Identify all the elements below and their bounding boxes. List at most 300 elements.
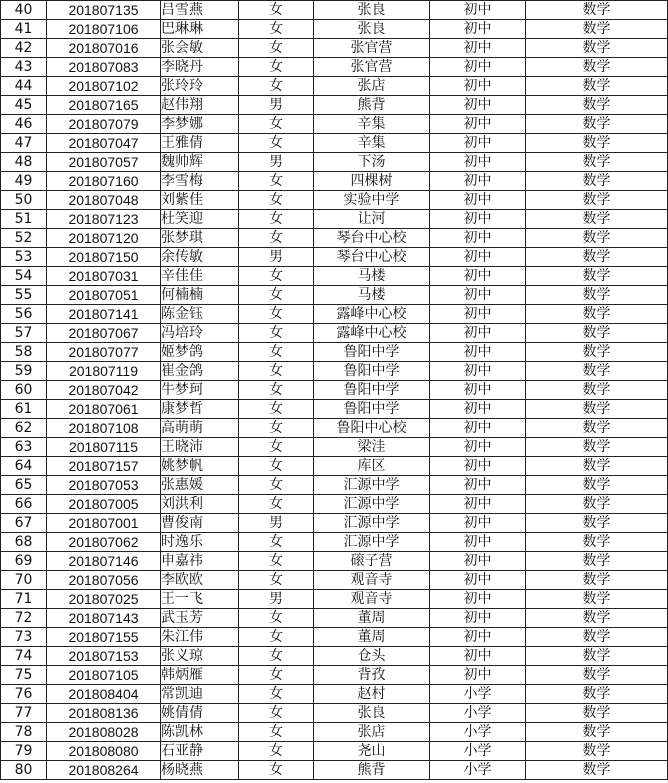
row-number-cell: 50 <box>1 191 47 210</box>
gender-cell: 女 <box>239 400 314 419</box>
gender-cell: 男 <box>239 514 314 533</box>
row-number-cell: 58 <box>1 343 47 362</box>
candidate-name-cell: 王雅倩 <box>161 134 239 153</box>
subject-cell: 数学 <box>526 305 668 324</box>
row-number-cell: 42 <box>1 39 47 58</box>
school-level-cell: 小学 <box>430 685 526 704</box>
exam-id-cell: 201807025 <box>47 590 161 609</box>
table-row <box>1 96 668 115</box>
subject-cell: 数学 <box>526 39 668 58</box>
row-number-cell: 61 <box>1 400 47 419</box>
candidate-name-cell: 辛佳佳 <box>161 267 239 286</box>
table-row <box>1 134 668 153</box>
exam-id-cell: 201807146 <box>47 552 161 571</box>
roster-body <box>1 1 668 780</box>
row-number-cell: 72 <box>1 609 47 628</box>
row-number-cell: 40 <box>1 1 47 20</box>
table-row <box>1 1 668 20</box>
subject-cell: 数学 <box>526 571 668 590</box>
school-level-cell: 小学 <box>430 742 526 761</box>
exam-id-cell: 201807119 <box>47 362 161 381</box>
subject-cell: 数学 <box>526 20 668 39</box>
candidate-name-cell: 姚梦帆 <box>161 457 239 476</box>
table-row <box>1 628 668 647</box>
exam-id-cell: 201808136 <box>47 704 161 723</box>
row-number-cell: 75 <box>1 666 47 685</box>
row-number-cell: 53 <box>1 248 47 267</box>
school-name-cell: 张良 <box>314 1 430 20</box>
school-level-cell: 初中 <box>430 20 526 39</box>
exam-id-cell: 201807150 <box>47 248 161 267</box>
subject-cell: 数学 <box>526 229 668 248</box>
exam-id-cell: 201807079 <box>47 115 161 134</box>
subject-cell: 数学 <box>526 742 668 761</box>
table-row <box>1 286 668 305</box>
candidate-name-cell: 李欧欧 <box>161 571 239 590</box>
gender-cell: 女 <box>239 381 314 400</box>
candidate-name-cell: 姚倩倩 <box>161 704 239 723</box>
school-level-cell: 初中 <box>430 58 526 77</box>
school-name-cell: 张官营 <box>314 58 430 77</box>
table-row <box>1 723 668 742</box>
candidate-name-cell: 张梦琪 <box>161 229 239 248</box>
table-row <box>1 248 668 267</box>
school-name-cell: 磙子营 <box>314 552 430 571</box>
school-name-cell: 马楼 <box>314 267 430 286</box>
school-level-cell: 小学 <box>430 704 526 723</box>
row-number-cell: 54 <box>1 267 47 286</box>
candidate-name-cell: 申嘉祎 <box>161 552 239 571</box>
gender-cell: 女 <box>239 229 314 248</box>
table-row <box>1 153 668 172</box>
gender-cell: 女 <box>239 324 314 343</box>
table-row <box>1 495 668 514</box>
school-name-cell: 观音寺 <box>314 571 430 590</box>
row-number-cell: 68 <box>1 533 47 552</box>
row-number-cell: 46 <box>1 115 47 134</box>
school-level-cell: 初中 <box>430 343 526 362</box>
school-name-cell: 鲁阳中学 <box>314 400 430 419</box>
candidate-name-cell: 牛梦珂 <box>161 381 239 400</box>
table-row <box>1 58 668 77</box>
row-number-cell: 57 <box>1 324 47 343</box>
exam-id-cell: 201808404 <box>47 685 161 704</box>
gender-cell: 女 <box>239 438 314 457</box>
candidate-name-cell: 韩炳雁 <box>161 666 239 685</box>
subject-cell: 数学 <box>526 153 668 172</box>
exam-id-cell: 201807047 <box>47 134 161 153</box>
school-name-cell: 熊背 <box>314 761 430 780</box>
subject-cell: 数学 <box>526 533 668 552</box>
table-row <box>1 267 668 286</box>
table-row <box>1 172 668 191</box>
subject-cell: 数学 <box>526 191 668 210</box>
row-number-cell: 79 <box>1 742 47 761</box>
school-level-cell: 初中 <box>430 609 526 628</box>
gender-cell: 女 <box>239 77 314 96</box>
candidate-name-cell: 何楠楠 <box>161 286 239 305</box>
exam-id-cell: 201807108 <box>47 419 161 438</box>
row-number-cell: 44 <box>1 77 47 96</box>
school-name-cell: 让河 <box>314 210 430 229</box>
school-level-cell: 初中 <box>430 1 526 20</box>
exam-id-cell: 201807016 <box>47 39 161 58</box>
candidate-name-cell: 魏帅辉 <box>161 153 239 172</box>
gender-cell: 女 <box>239 552 314 571</box>
exam-id-cell: 201807061 <box>47 400 161 419</box>
row-number-cell: 66 <box>1 495 47 514</box>
candidate-name-cell: 杜笑迎 <box>161 210 239 229</box>
subject-cell: 数学 <box>526 666 668 685</box>
exam-id-cell: 201807106 <box>47 20 161 39</box>
row-number-cell: 62 <box>1 419 47 438</box>
candidate-name-cell: 王晓沛 <box>161 438 239 457</box>
school-level-cell: 初中 <box>430 96 526 115</box>
subject-cell: 数学 <box>526 58 668 77</box>
row-number-cell: 52 <box>1 229 47 248</box>
candidate-name-cell: 张玲玲 <box>161 77 239 96</box>
table-row <box>1 305 668 324</box>
row-number-cell: 67 <box>1 514 47 533</box>
subject-cell: 数学 <box>526 419 668 438</box>
row-number-cell: 69 <box>1 552 47 571</box>
exam-id-cell: 201807056 <box>47 571 161 590</box>
row-number-cell: 74 <box>1 647 47 666</box>
candidate-name-cell: 李梦娜 <box>161 115 239 134</box>
subject-cell: 数学 <box>526 723 668 742</box>
exam-id-cell: 201807115 <box>47 438 161 457</box>
exam-id-cell: 201807042 <box>47 381 161 400</box>
subject-cell: 数学 <box>526 172 668 191</box>
school-level-cell: 初中 <box>430 115 526 134</box>
school-name-cell: 鲁阳中学 <box>314 381 430 400</box>
candidate-name-cell: 吕雪燕 <box>161 1 239 20</box>
exam-id-cell: 201807053 <box>47 476 161 495</box>
exam-id-cell: 201807102 <box>47 77 161 96</box>
exam-id-cell: 201807141 <box>47 305 161 324</box>
school-name-cell: 汇源中学 <box>314 533 430 552</box>
candidate-name-cell: 张义琼 <box>161 647 239 666</box>
row-number-cell: 55 <box>1 286 47 305</box>
school-name-cell: 仓头 <box>314 647 430 666</box>
candidate-name-cell: 冯培玲 <box>161 324 239 343</box>
exam-id-cell: 201807083 <box>47 58 161 77</box>
candidate-name-cell: 康梦哲 <box>161 400 239 419</box>
subject-cell: 数学 <box>526 381 668 400</box>
school-level-cell: 初中 <box>430 362 526 381</box>
school-level-cell: 初中 <box>430 495 526 514</box>
school-name-cell: 琴台中心校 <box>314 248 430 267</box>
candidate-name-cell: 时逸乐 <box>161 533 239 552</box>
table-row <box>1 381 668 400</box>
exam-id-cell: 201807077 <box>47 343 161 362</box>
exam-id-cell: 201807001 <box>47 514 161 533</box>
school-level-cell: 初中 <box>430 552 526 571</box>
table-row <box>1 324 668 343</box>
subject-cell: 数学 <box>526 552 668 571</box>
subject-cell: 数学 <box>526 628 668 647</box>
subject-cell: 数学 <box>526 210 668 229</box>
school-level-cell: 初中 <box>430 457 526 476</box>
row-number-cell: 71 <box>1 590 47 609</box>
school-name-cell: 张店 <box>314 77 430 96</box>
subject-cell: 数学 <box>526 400 668 419</box>
candidate-name-cell: 刘洪利 <box>161 495 239 514</box>
candidate-name-cell: 崔金鸽 <box>161 362 239 381</box>
school-level-cell: 初中 <box>430 438 526 457</box>
row-number-cell: 47 <box>1 134 47 153</box>
school-name-cell: 张良 <box>314 20 430 39</box>
exam-id-cell: 201807067 <box>47 324 161 343</box>
gender-cell: 女 <box>239 495 314 514</box>
gender-cell: 女 <box>239 457 314 476</box>
gender-cell: 女 <box>239 571 314 590</box>
exam-id-cell: 201807057 <box>47 153 161 172</box>
candidate-name-cell: 石亚静 <box>161 742 239 761</box>
subject-cell: 数学 <box>526 704 668 723</box>
school-level-cell: 初中 <box>430 628 526 647</box>
school-level-cell: 初中 <box>430 229 526 248</box>
school-name-cell: 辛集 <box>314 115 430 134</box>
gender-cell: 女 <box>239 191 314 210</box>
gender-cell: 男 <box>239 590 314 609</box>
school-name-cell: 库区 <box>314 457 430 476</box>
gender-cell: 女 <box>239 58 314 77</box>
gender-cell: 男 <box>239 153 314 172</box>
gender-cell: 女 <box>239 742 314 761</box>
candidate-name-cell: 赵伟翔 <box>161 96 239 115</box>
table-row <box>1 590 668 609</box>
table-row <box>1 609 668 628</box>
row-number-cell: 45 <box>1 96 47 115</box>
subject-cell: 数学 <box>526 647 668 666</box>
school-level-cell: 初中 <box>430 267 526 286</box>
exam-id-cell: 201807157 <box>47 457 161 476</box>
gender-cell: 女 <box>239 628 314 647</box>
school-name-cell: 实验中学 <box>314 191 430 210</box>
table-row <box>1 685 668 704</box>
exam-id-cell: 201807051 <box>47 286 161 305</box>
subject-cell: 数学 <box>526 590 668 609</box>
school-level-cell: 初中 <box>430 647 526 666</box>
candidate-name-cell: 朱江伟 <box>161 628 239 647</box>
gender-cell: 女 <box>239 723 314 742</box>
gender-cell: 男 <box>239 96 314 115</box>
exam-id-cell: 201807165 <box>47 96 161 115</box>
school-level-cell: 初中 <box>430 39 526 58</box>
exam-id-cell: 201807005 <box>47 495 161 514</box>
school-name-cell: 背孜 <box>314 666 430 685</box>
school-level-cell: 小学 <box>430 723 526 742</box>
subject-cell: 数学 <box>526 514 668 533</box>
school-level-cell: 初中 <box>430 476 526 495</box>
subject-cell: 数学 <box>526 115 668 134</box>
table-row <box>1 476 668 495</box>
exam-id-cell: 201807160 <box>47 172 161 191</box>
table-row <box>1 191 668 210</box>
gender-cell: 女 <box>239 476 314 495</box>
row-number-cell: 56 <box>1 305 47 324</box>
school-name-cell: 董周 <box>314 628 430 647</box>
table-row <box>1 39 668 58</box>
subject-cell: 数学 <box>526 495 668 514</box>
gender-cell: 女 <box>239 39 314 58</box>
school-level-cell: 初中 <box>430 571 526 590</box>
exam-id-cell: 201807143 <box>47 609 161 628</box>
gender-cell: 男 <box>239 248 314 267</box>
gender-cell: 女 <box>239 704 314 723</box>
candidate-name-cell: 巴琳琳 <box>161 20 239 39</box>
gender-cell: 女 <box>239 305 314 324</box>
school-name-cell: 下汤 <box>314 153 430 172</box>
subject-cell: 数学 <box>526 96 668 115</box>
subject-cell: 数学 <box>526 267 668 286</box>
exam-id-cell: 201807048 <box>47 191 161 210</box>
subject-cell: 数学 <box>526 362 668 381</box>
table-row <box>1 77 668 96</box>
school-name-cell: 尧山 <box>314 742 430 761</box>
school-name-cell: 董周 <box>314 609 430 628</box>
exam-id-cell: 201807031 <box>47 267 161 286</box>
table-row <box>1 362 668 381</box>
gender-cell: 女 <box>239 172 314 191</box>
candidate-name-cell: 姬梦鸽 <box>161 343 239 362</box>
row-number-cell: 48 <box>1 153 47 172</box>
row-number-cell: 80 <box>1 761 47 780</box>
school-level-cell: 初中 <box>430 324 526 343</box>
gender-cell: 女 <box>239 761 314 780</box>
school-name-cell: 鲁阳中心校 <box>314 419 430 438</box>
row-number-cell: 43 <box>1 58 47 77</box>
gender-cell: 女 <box>239 685 314 704</box>
school-level-cell: 初中 <box>430 590 526 609</box>
school-name-cell: 梁洼 <box>314 438 430 457</box>
row-number-cell: 70 <box>1 571 47 590</box>
school-name-cell: 张良 <box>314 704 430 723</box>
table-row <box>1 552 668 571</box>
row-number-cell: 59 <box>1 362 47 381</box>
subject-cell: 数学 <box>526 248 668 267</box>
exam-id-cell: 201807155 <box>47 628 161 647</box>
exam-id-cell: 201807062 <box>47 533 161 552</box>
candidate-name-cell: 武玉芳 <box>161 609 239 628</box>
school-level-cell: 小学 <box>430 761 526 780</box>
row-number-cell: 78 <box>1 723 47 742</box>
school-name-cell: 四棵树 <box>314 172 430 191</box>
candidate-name-cell: 王一飞 <box>161 590 239 609</box>
subject-cell: 数学 <box>526 77 668 96</box>
school-name-cell: 汇源中学 <box>314 495 430 514</box>
gender-cell: 女 <box>239 20 314 39</box>
table-row <box>1 533 668 552</box>
candidate-name-cell: 李雪梅 <box>161 172 239 191</box>
school-name-cell: 观音寺 <box>314 590 430 609</box>
subject-cell: 数学 <box>526 1 668 20</box>
row-number-cell: 64 <box>1 457 47 476</box>
gender-cell: 女 <box>239 666 314 685</box>
table-row <box>1 571 668 590</box>
table-row <box>1 20 668 39</box>
row-number-cell: 60 <box>1 381 47 400</box>
candidate-name-cell: 李晓丹 <box>161 58 239 77</box>
school-name-cell: 辛集 <box>314 134 430 153</box>
exam-id-cell: 201808080 <box>47 742 161 761</box>
school-level-cell: 初中 <box>430 248 526 267</box>
subject-cell: 数学 <box>526 457 668 476</box>
school-level-cell: 初中 <box>430 286 526 305</box>
candidate-name-cell: 曹俊南 <box>161 514 239 533</box>
row-number-cell: 76 <box>1 685 47 704</box>
table-row <box>1 400 668 419</box>
row-number-cell: 63 <box>1 438 47 457</box>
row-number-cell: 73 <box>1 628 47 647</box>
subject-cell: 数学 <box>526 685 668 704</box>
subject-cell: 数学 <box>526 286 668 305</box>
table-row <box>1 704 668 723</box>
row-number-cell: 65 <box>1 476 47 495</box>
school-level-cell: 初中 <box>430 153 526 172</box>
school-name-cell: 熊背 <box>314 96 430 115</box>
table-row <box>1 438 668 457</box>
school-name-cell: 鲁阳中学 <box>314 362 430 381</box>
school-level-cell: 初中 <box>430 305 526 324</box>
school-name-cell: 张官营 <box>314 39 430 58</box>
table-row <box>1 666 668 685</box>
gender-cell: 女 <box>239 647 314 666</box>
candidate-name-cell: 张会敏 <box>161 39 239 58</box>
table-row <box>1 229 668 248</box>
subject-cell: 数学 <box>526 343 668 362</box>
subject-cell: 数学 <box>526 324 668 343</box>
school-level-cell: 初中 <box>430 172 526 191</box>
school-name-cell: 汇源中学 <box>314 514 430 533</box>
table-row <box>1 761 668 780</box>
exam-id-cell: 201808028 <box>47 723 161 742</box>
subject-cell: 数学 <box>526 609 668 628</box>
school-level-cell: 初中 <box>430 191 526 210</box>
row-number-cell: 41 <box>1 20 47 39</box>
school-level-cell: 初中 <box>430 533 526 552</box>
candidate-name-cell: 陈凯林 <box>161 723 239 742</box>
table-row <box>1 457 668 476</box>
gender-cell: 女 <box>239 115 314 134</box>
school-name-cell: 露峰中心校 <box>314 324 430 343</box>
school-name-cell: 汇源中学 <box>314 476 430 495</box>
school-level-cell: 初中 <box>430 210 526 229</box>
school-level-cell: 初中 <box>430 77 526 96</box>
table-row <box>1 210 668 229</box>
exam-id-cell: 201807105 <box>47 666 161 685</box>
gender-cell: 女 <box>239 134 314 153</box>
school-level-cell: 初中 <box>430 400 526 419</box>
table-row <box>1 419 668 438</box>
school-name-cell: 鲁阳中学 <box>314 343 430 362</box>
gender-cell: 女 <box>239 286 314 305</box>
candidate-name-cell: 常凯迪 <box>161 685 239 704</box>
school-name-cell: 露峰中心校 <box>314 305 430 324</box>
table-row <box>1 647 668 666</box>
table-row <box>1 115 668 134</box>
gender-cell: 女 <box>239 362 314 381</box>
school-level-cell: 初中 <box>430 419 526 438</box>
gender-cell: 女 <box>239 609 314 628</box>
gender-cell: 女 <box>239 419 314 438</box>
candidate-name-cell: 张惠媛 <box>161 476 239 495</box>
exam-id-cell: 201807123 <box>47 210 161 229</box>
gender-cell: 女 <box>239 343 314 362</box>
subject-cell: 数学 <box>526 761 668 780</box>
exam-id-cell: 201807135 <box>47 1 161 20</box>
